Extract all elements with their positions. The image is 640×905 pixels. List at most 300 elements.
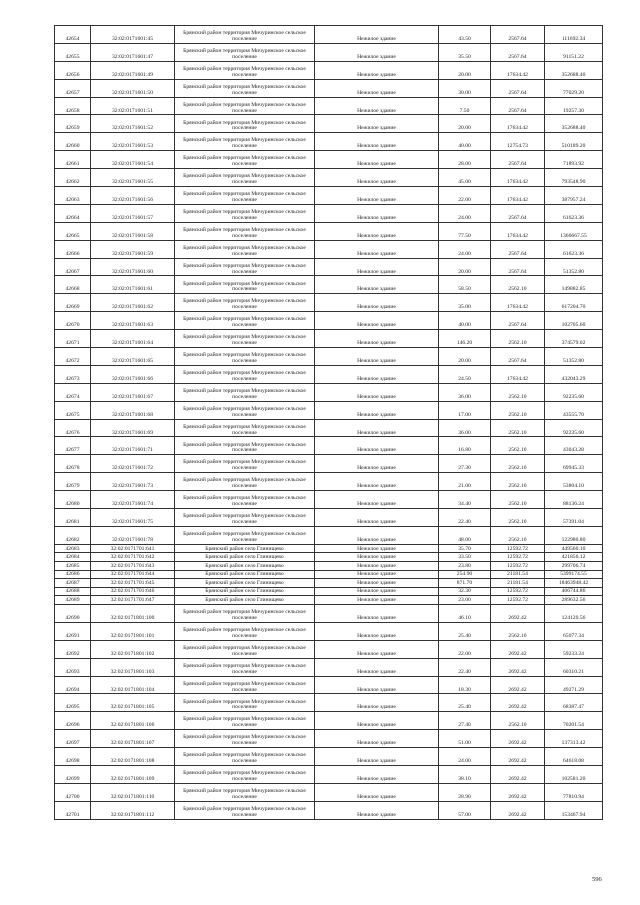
object-type-cell: Нежилое здание (315, 133, 439, 151)
cadastral-number-cell: 32:02:0171801:101 (91, 622, 175, 640)
cadastral-number-cell: 32:02:0171801:105 (91, 694, 175, 712)
unit-value-cell: 12592.72 (491, 544, 545, 553)
address-cell: Брянский район территория Мичуринское сельское поселение (175, 694, 315, 712)
row-number-cell: 42694 (55, 676, 91, 694)
cadastral-value-cell: 289632.56 (545, 596, 603, 605)
unit-value-cell: 2562.10 (491, 383, 545, 401)
unit-value-cell: 17634.42 (491, 61, 545, 79)
area-cell: 20.00 (439, 61, 491, 79)
table-row (55, 151, 603, 169)
address-cell: Брянский район территория Мичуринское сельское поселение (175, 419, 315, 437)
address-cell: Брянский район территория Мичуринское сельское поселение (175, 604, 315, 622)
area-cell: 51.00 (439, 730, 491, 748)
cadastral-value-cell: 92235.60 (545, 383, 603, 401)
cadastral-number-cell: 32:02:0171801:102 (91, 640, 175, 658)
row-number-cell: 42662 (55, 169, 91, 187)
table-row (55, 240, 603, 258)
table-row (55, 712, 603, 730)
unit-value-cell: 17634.42 (491, 187, 545, 205)
cadastral-value-cell: 617204.70 (545, 294, 603, 312)
cadastral-value-cell: 122980.80 (545, 526, 603, 544)
unit-value-cell: 2562.10 (491, 526, 545, 544)
cadastral-value-cell: 60310.21 (545, 658, 603, 676)
address-cell: Брянский район территория Мичуринское сельское поселение (175, 401, 315, 419)
cadastral-number-cell: 32:02:0171601:66 (91, 365, 175, 383)
row-number-cell: 42699 (55, 766, 91, 784)
address-cell: Брянский район территория Мичуринское сельское поселение (175, 801, 315, 819)
table-row (55, 294, 603, 312)
cadastral-number-cell: 32:02:0171601:58 (91, 222, 175, 240)
area-cell: 57.00 (439, 801, 491, 819)
area-cell: 146.20 (439, 330, 491, 348)
object-type-cell: Нежилое здание (315, 365, 439, 383)
cadastral-value-cell: 421856.12 (545, 553, 603, 562)
row-number-cell: 42686 (55, 570, 91, 579)
row-number-cell: 42656 (55, 61, 91, 79)
table-row (55, 801, 603, 819)
area-cell: 24.50 (439, 365, 491, 383)
row-number-cell: 42674 (55, 383, 91, 401)
area-cell: 34.40 (439, 491, 491, 509)
row-number-cell: 42679 (55, 473, 91, 491)
cadastral-value-cell: 61623.36 (545, 240, 603, 258)
area-cell: 28.00 (439, 151, 491, 169)
unit-value-cell: 2562.10 (491, 419, 545, 437)
cadastral-number-cell: 32:02:0171601:57 (91, 204, 175, 222)
unit-value-cell: 2567.64 (491, 151, 545, 169)
object-type-cell: Нежилое здание (315, 276, 439, 294)
area-cell: 36.00 (439, 419, 491, 437)
area-cell: 28.90 (439, 783, 491, 801)
object-type-cell: Нежилое здание (315, 544, 439, 553)
table-row (55, 622, 603, 640)
cadastral-value-cell: 64618.08 (545, 748, 603, 766)
address-cell: Брянский район территория Мичуринское сельское поселение (175, 783, 315, 801)
object-type-cell: Нежилое здание (315, 658, 439, 676)
cadastral-number-cell: 32:02:0171601:68 (91, 401, 175, 419)
cadastral-number-cell: 32:02:0171601:63 (91, 312, 175, 330)
cadastral-value-cell: 387957.24 (545, 187, 603, 205)
cadastral-number-cell: 32:02:0171801:108 (91, 748, 175, 766)
row-number-cell: 42664 (55, 204, 91, 222)
cadastral-number-cell: 32:02:0171601:50 (91, 79, 175, 97)
address-cell: Брянский район село Глинищево (175, 587, 315, 596)
table-row (55, 783, 603, 801)
cadastral-number-cell: 32:02:0171601:56 (91, 187, 175, 205)
cadastral-number-cell: 32:02:0171601:69 (91, 419, 175, 437)
object-type-cell: Нежилое здание (315, 79, 439, 97)
area-cell: 77.50 (439, 222, 491, 240)
unit-value-cell: 2567.64 (491, 348, 545, 366)
cadastral-number-cell: 32:02:0171601:52 (91, 115, 175, 133)
cadastral-value-cell: 102581.20 (545, 766, 603, 784)
address-cell: Брянский район территория Мичуринское сельское поселение (175, 712, 315, 730)
cadastral-value-cell: 51352.80 (545, 258, 603, 276)
table-row (55, 258, 603, 276)
object-type-cell: Нежилое здание (315, 187, 439, 205)
address-cell: Брянский район территория Мичуринское сельское поселение (175, 240, 315, 258)
unit-value-cell: 2692.42 (491, 640, 545, 658)
table-row (55, 596, 603, 605)
row-number-cell: 42659 (55, 115, 91, 133)
cadastral-number-cell: 32:02:0171701:642 (91, 553, 175, 562)
registry-table-page (54, 25, 602, 820)
page-number: 596 (592, 876, 602, 883)
address-cell: Брянский район территория Мичуринское сельское поселение (175, 509, 315, 527)
object-type-cell: Нежилое здание (315, 401, 439, 419)
table-row (55, 437, 603, 455)
row-number-cell: 42675 (55, 401, 91, 419)
unit-value-cell: 17634.42 (491, 115, 545, 133)
unit-value-cell: 2567.64 (491, 79, 545, 97)
row-number-cell: 42673 (55, 365, 91, 383)
cadastral-value-cell: 92235.60 (545, 419, 603, 437)
table-row (55, 473, 603, 491)
area-cell: 38.10 (439, 766, 491, 784)
address-cell: Брянский район территория Мичуринское сельское поселение (175, 276, 315, 294)
object-type-cell: Нежилое здание (315, 204, 439, 222)
unit-value-cell: 2562.10 (491, 401, 545, 419)
address-cell: Брянский район территория Мичуринское сельское поселение (175, 658, 315, 676)
table-row (55, 187, 603, 205)
cadastral-value-cell: 449560.10 (545, 544, 603, 553)
row-number-cell: 42680 (55, 491, 91, 509)
address-cell: Брянский район территория Мичуринское сельское поселение (175, 383, 315, 401)
cadastral-number-cell: 32:02:0171801:103 (91, 658, 175, 676)
address-cell: Брянский район территория Мичуринское сельское поселение (175, 97, 315, 115)
unit-value-cell: 2692.42 (491, 766, 545, 784)
area-cell: 36.00 (439, 383, 491, 401)
table-row (55, 133, 603, 151)
area-cell: 23.80 (439, 562, 491, 571)
row-number-cell: 42688 (55, 587, 91, 596)
unit-value-cell: 2567.64 (491, 240, 545, 258)
unit-value-cell: 2567.64 (491, 204, 545, 222)
cadastral-number-cell: 32:02:0171701:643 (91, 562, 175, 571)
cadastral-value-cell: 374579.02 (545, 330, 603, 348)
area-cell: 20.00 (439, 258, 491, 276)
table-row (55, 658, 603, 676)
row-number-cell: 42676 (55, 419, 91, 437)
object-type-cell: Нежилое здание (315, 294, 439, 312)
row-number-cell: 42654 (55, 26, 91, 44)
object-type-cell: Нежилое здание (315, 640, 439, 658)
address-cell: Брянский район территория Мичуринское сельское поселение (175, 43, 315, 61)
cadastral-number-cell: 32:02:0171601:51 (91, 97, 175, 115)
area-cell: 35.70 (439, 544, 491, 553)
cadastral-number-cell: 32:02:0171601:65 (91, 348, 175, 366)
address-cell: Брянский район село Глинищево (175, 544, 315, 553)
cadastral-number-cell: 32:02:0171601:59 (91, 240, 175, 258)
table-row (55, 312, 603, 330)
object-type-cell: Нежилое здание (315, 26, 439, 44)
object-type-cell: Нежилое здание (315, 783, 439, 801)
unit-value-cell: 2562.10 (491, 622, 545, 640)
area-cell: 27.40 (439, 712, 491, 730)
cadastral-number-cell: 32:02:0171601:72 (91, 455, 175, 473)
area-cell: 40.00 (439, 133, 491, 151)
cadastral-value-cell: 69945.33 (545, 455, 603, 473)
cadastral-number-cell: 32:02:0171701:647 (91, 596, 175, 605)
cadastral-value-cell: 43555.70 (545, 401, 603, 419)
address-cell: Брянский район территория Мичуринское сельское поселение (175, 491, 315, 509)
address-cell: Брянский район территория Мичуринское сельское поселение (175, 473, 315, 491)
unit-value-cell: 2562.10 (491, 330, 545, 348)
table-row (55, 748, 603, 766)
object-type-cell: Нежилое здание (315, 97, 439, 115)
cadastral-value-cell: 77029.20 (545, 79, 603, 97)
cadastral-number-cell: 32:02:0171601:67 (91, 383, 175, 401)
cadastral-value-cell: 57391.04 (545, 509, 603, 527)
table-row (55, 587, 603, 596)
area-cell: 35.00 (439, 294, 491, 312)
cadastral-number-cell: 32:02:0171701:644 (91, 570, 175, 579)
address-cell: Брянский район село Глинищево (175, 553, 315, 562)
area-cell: 20.00 (439, 348, 491, 366)
table-row (55, 97, 603, 115)
area-cell: 7.50 (439, 97, 491, 115)
object-type-cell: Нежилое здание (315, 61, 439, 79)
object-type-cell: Нежилое здание (315, 676, 439, 694)
object-type-cell: Нежилое здание (315, 579, 439, 588)
cadastral-value-cell: 70201.54 (545, 712, 603, 730)
row-number-cell: 42701 (55, 801, 91, 819)
unit-value-cell: 12592.72 (491, 553, 545, 562)
object-type-cell: Нежилое здание (315, 694, 439, 712)
cadastral-value-cell: 61623.36 (545, 204, 603, 222)
unit-value-cell: 2562.10 (491, 276, 545, 294)
cadastral-number-cell: 32:02:0171601:47 (91, 43, 175, 61)
area-cell: 32.30 (439, 587, 491, 596)
unit-value-cell: 2562.10 (491, 509, 545, 527)
table-row (55, 222, 603, 240)
row-number-cell: 42685 (55, 562, 91, 571)
address-cell: Брянский район территория Мичуринское сельское поселение (175, 133, 315, 151)
area-cell: 16.80 (439, 437, 491, 455)
object-type-cell: Нежилое здание (315, 473, 439, 491)
cadastral-value-cell: 111692.34 (545, 26, 603, 44)
object-type-cell: Нежилое здание (315, 348, 439, 366)
row-number-cell: 42693 (55, 658, 91, 676)
row-number-cell: 42677 (55, 437, 91, 455)
cadastral-number-cell: 32:02:0171801:106 (91, 712, 175, 730)
cadastral-value-cell: 18463948.42 (545, 579, 603, 588)
unit-value-cell: 2567.64 (491, 258, 545, 276)
address-cell: Брянский район территория Мичуринское сельское поселение (175, 258, 315, 276)
cadastral-number-cell: 32:02:0171601:54 (91, 151, 175, 169)
address-cell: Брянский район территория Мичуринское сельское поселение (175, 79, 315, 97)
cadastral-value-cell: 793548.90 (545, 169, 603, 187)
table-row (55, 562, 603, 571)
cadastral-number-cell: 32:02:0171601:61 (91, 276, 175, 294)
cadastral-value-cell: 53804.10 (545, 473, 603, 491)
table-row (55, 61, 603, 79)
cadastral-number-cell: 32:02:0171601:71 (91, 437, 175, 455)
unit-value-cell: 17634.42 (491, 294, 545, 312)
table-row (55, 526, 603, 544)
cadastral-value-cell: 71893.92 (545, 151, 603, 169)
address-cell: Брянский район территория Мичуринское сельское поселение (175, 526, 315, 544)
cadastral-number-cell: 32:02:0171601:62 (91, 294, 175, 312)
table-row (55, 491, 603, 509)
cadastral-number-cell: 32:02:0171801:109 (91, 766, 175, 784)
address-cell: Брянский район территория Мичуринское сельское поселение (175, 61, 315, 79)
object-type-cell: Нежилое здание (315, 622, 439, 640)
cadastral-value-cell: 65077.34 (545, 622, 603, 640)
cadastral-number-cell: 32:02:0171601:55 (91, 169, 175, 187)
cadastral-number-cell: 32:02:0171601:74 (91, 491, 175, 509)
cadastral-value-cell: 19257.30 (545, 97, 603, 115)
cadastral-value-cell: 137313.42 (545, 730, 603, 748)
cadastral-number-cell: 32:02:0171601:73 (91, 473, 175, 491)
row-number-cell: 42670 (55, 312, 91, 330)
object-type-cell: Нежилое здание (315, 419, 439, 437)
unit-value-cell: 12592.72 (491, 596, 545, 605)
table-row (55, 365, 603, 383)
row-number-cell: 42695 (55, 694, 91, 712)
unit-value-cell: 21181.54 (491, 579, 545, 588)
table-row (55, 694, 603, 712)
object-type-cell: Нежилое здание (315, 526, 439, 544)
table-row (55, 348, 603, 366)
object-type-cell: Нежилое здание (315, 437, 439, 455)
row-number-cell: 42696 (55, 712, 91, 730)
area-cell: 30.00 (439, 79, 491, 97)
address-cell: Брянский район село Глинищево (175, 570, 315, 579)
cadastral-number-cell: 32:02:0171601:53 (91, 133, 175, 151)
row-number-cell: 42666 (55, 240, 91, 258)
cadastral-value-cell: 49271.29 (545, 676, 603, 694)
table-row (55, 330, 603, 348)
cadastral-number-cell: 32:02:0171601:60 (91, 258, 175, 276)
row-number-cell: 42665 (55, 222, 91, 240)
table-row (55, 766, 603, 784)
cadastral-number-cell: 32:02:0171701:641 (91, 544, 175, 553)
unit-value-cell: 2692.42 (491, 730, 545, 748)
cadastral-value-cell: 88136.24 (545, 491, 603, 509)
property-registry-table (54, 25, 603, 820)
unit-value-cell: 2567.64 (491, 97, 545, 115)
cadastral-value-cell: 68387.47 (545, 694, 603, 712)
object-type-cell: Нежилое здание (315, 312, 439, 330)
cadastral-number-cell: 32:02:0171801:100 (91, 604, 175, 622)
cadastral-value-cell: 352688.40 (545, 61, 603, 79)
address-cell: Брянский район территория Мичуринское сельское поселение (175, 348, 315, 366)
cadastral-value-cell: 102705.60 (545, 312, 603, 330)
cadastral-number-cell: 32:02:0171601:64 (91, 330, 175, 348)
address-cell: Брянский район территория Мичуринское сельское поселение (175, 730, 315, 748)
area-cell: 25.40 (439, 694, 491, 712)
row-number-cell: 42698 (55, 748, 91, 766)
row-number-cell: 42667 (55, 258, 91, 276)
row-number-cell: 42671 (55, 330, 91, 348)
object-type-cell: Нежилое здание (315, 748, 439, 766)
area-cell: 40.00 (439, 312, 491, 330)
area-cell: 24.00 (439, 240, 491, 258)
table-row (55, 604, 603, 622)
address-cell: Брянский район территория Мичуринское сельское поселение (175, 169, 315, 187)
row-number-cell: 42678 (55, 455, 91, 473)
unit-value-cell: 2567.64 (491, 312, 545, 330)
unit-value-cell: 21181.54 (491, 570, 545, 579)
table-row (55, 509, 603, 527)
area-cell: 17.00 (439, 401, 491, 419)
area-cell: 24.00 (439, 748, 491, 766)
table-row (55, 419, 603, 437)
object-type-cell: Нежилое здание (315, 330, 439, 348)
object-type-cell: Нежилое здание (315, 712, 439, 730)
address-cell: Брянский район территория Мичуринское сельское поселение (175, 748, 315, 766)
address-cell: Брянский район село Глинищево (175, 596, 315, 605)
unit-value-cell: 2562.10 (491, 437, 545, 455)
cadastral-number-cell: 32:02:0171701:645 (91, 579, 175, 588)
object-type-cell: Нежилое здание (315, 553, 439, 562)
unit-value-cell: 2562.10 (491, 491, 545, 509)
cadastral-value-cell: 91151.22 (545, 43, 603, 61)
row-number-cell: 42663 (55, 187, 91, 205)
address-cell: Брянский район территория Мичуринское сельское поселение (175, 312, 315, 330)
object-type-cell: Нежилое здание (315, 258, 439, 276)
unit-value-cell: 2562.10 (491, 455, 545, 473)
area-cell: 22.00 (439, 640, 491, 658)
table-row (55, 579, 603, 588)
row-number-cell: 42692 (55, 640, 91, 658)
row-number-cell: 42689 (55, 596, 91, 605)
address-cell: Брянский район территория Мичуринское сельское поселение (175, 222, 315, 240)
cadastral-number-cell: 32:02:0171801:107 (91, 730, 175, 748)
object-type-cell: Нежилое здание (315, 766, 439, 784)
cadastral-value-cell: 1366667.55 (545, 222, 603, 240)
table-row (55, 169, 603, 187)
row-number-cell: 42690 (55, 604, 91, 622)
row-number-cell: 42683 (55, 544, 91, 553)
table-row (55, 544, 603, 553)
row-number-cell: 42691 (55, 622, 91, 640)
area-cell: 871.70 (439, 579, 491, 588)
cadastral-value-cell: 352688.40 (545, 115, 603, 133)
table-row (55, 115, 603, 133)
address-cell: Брянский район территория Мичуринское сельское поселение (175, 294, 315, 312)
area-cell: 24.00 (439, 204, 491, 222)
row-number-cell: 42682 (55, 526, 91, 544)
table-row (55, 43, 603, 61)
unit-value-cell: 2692.42 (491, 783, 545, 801)
address-cell: Брянский район территория Мичуринское сельское поселение (175, 676, 315, 694)
unit-value-cell: 12754.73 (491, 133, 545, 151)
cadastral-value-cell: 406744.86 (545, 587, 603, 596)
address-cell: Брянский район территория Мичуринское сельское поселение (175, 622, 315, 640)
cadastral-value-cell: 153467.94 (545, 801, 603, 819)
cadastral-number-cell: 32:02:0171701:646 (91, 587, 175, 596)
unit-value-cell: 2692.42 (491, 676, 545, 694)
address-cell: Брянский район территория Мичуринское сельское поселение (175, 26, 315, 44)
table-row (55, 570, 603, 579)
cadastral-value-cell: 5399174.55 (545, 570, 603, 579)
unit-value-cell: 2567.64 (491, 26, 545, 44)
unit-value-cell: 17634.42 (491, 365, 545, 383)
address-cell: Брянский район территория Мичуринское сельское поселение (175, 365, 315, 383)
address-cell: Брянский район территория Мичуринское сельское поселение (175, 766, 315, 784)
cadastral-number-cell: 32:02:0171601:78 (91, 526, 175, 544)
row-number-cell: 42697 (55, 730, 91, 748)
row-number-cell: 42661 (55, 151, 91, 169)
object-type-cell: Нежилое здание (315, 151, 439, 169)
unit-value-cell: 17634.42 (491, 222, 545, 240)
area-cell: 22.40 (439, 658, 491, 676)
row-number-cell: 42687 (55, 579, 91, 588)
unit-value-cell: 12592.72 (491, 562, 545, 571)
object-type-cell: Нежилое здание (315, 169, 439, 187)
